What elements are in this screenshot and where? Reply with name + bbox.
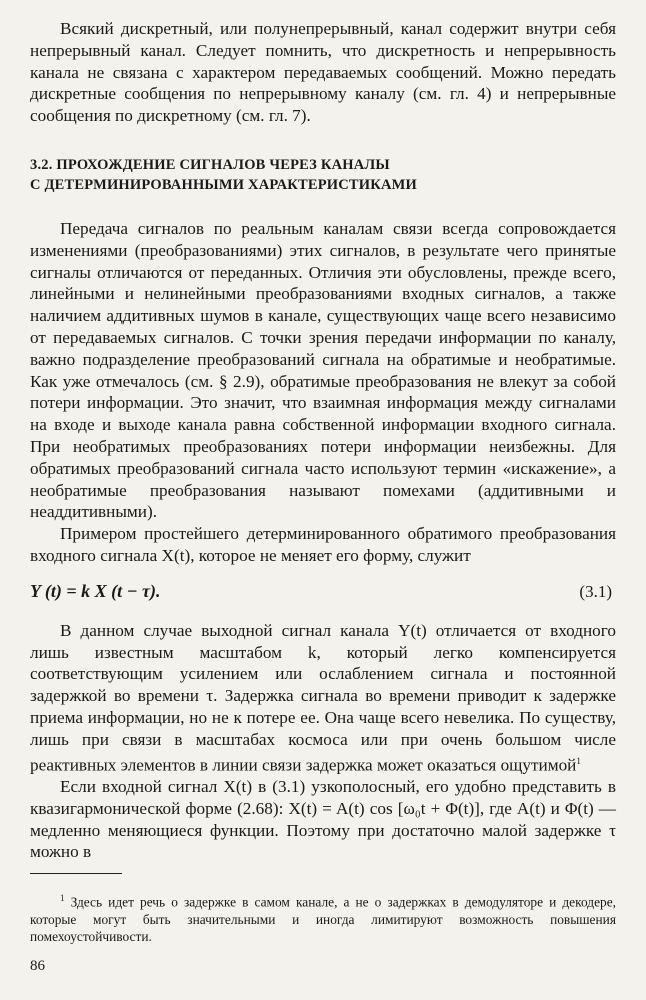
page-number: 86 <box>30 957 45 974</box>
book-page <box>30 18 616 975</box>
section-heading-line-2: С ДЕТЕРМИНИРОВАННЫМИ ХАРАКТЕРИСТИКАМИ <box>30 176 418 193</box>
paragraph-signal-transmission: Передача сигналов по реальным каналам связи всегда сопровождается изменениями (преобразованиями) этих сигналов, в результате чего принятые сигналы отличаются от переданных. Отличия эти обусловлены, прежде всего, линейными и нелинейными преобразованиями входных сигналов, а также наличием аддитивных шумов в канале, существующих чаще всего независимо от передаваемых сигналов. С точки зрения передачи информации по каналу, важно подразделение преобразований сигнала на обратимые и необратимые. Как уже отмечалось (см. § 2.9), обратимые преобразования не влекут за собой потери информации. Это значит, что взаимная информация между сигналами на входе и выходе канала равна собственной информации входного сигнала. При необратимых преобразованиях потери информации неизбежны. Для обратимых преобразований сигнала часто используют термин «искажение», а необратимые преобразования называют помехами (аддитивными и неаддитивными). <box>30 218 616 522</box>
paragraph-output-signal-text: В данном случае выходной сигнал канала Y(t) отличается от входного лишь известным масштабом k, который легко компенсируется соответствующим усилением или ослаблением сигнала и постоянной задержкой во времени τ. Задержка сигнала во времени приводит к задержке приема информации, но не к потере ее. Она чаще всего невелика. По существу, лишь при связи в масштабах космоса или при очень большом числе реактивных элементов в линии связи задержка может оказаться ощутимой <box>30 620 616 775</box>
footnote-reference: 1 <box>576 755 581 766</box>
section-heading-line-1: 3.2. ПРОХОЖДЕНИЕ СИГНАЛОВ ЧЕРЕЗ КАНАЛЫ <box>30 156 390 173</box>
equation-expression: Y (t) = k X (t − τ). <box>30 581 161 602</box>
section-heading <box>30 155 616 195</box>
paragraph-example: Примером простейшего детерминированного обратимого преобразования входного сигнала X(t), которое не меняет его форму, служит <box>30 524 616 565</box>
paragraph-output-signal <box>30 620 616 776</box>
paragraph-narrowband: Если входной сигнал X(t) в (3.1) узкополосный, его удобно представить в квазигармонической форме (2.68): X(t) = A(t) cos [ω₀t + Φ(t)], где A(t) и Φ(t) — медленно меняющиеся функции. Поэтому при достаточно малой задержке τ можно в <box>30 777 616 862</box>
equation-number: (3.1) <box>579 581 612 601</box>
intro-paragraph: Всякий дискретный, или полунепрерывный, канал содержит внутри себя непрерывный канал. Следует помнить, что дискретность и непрерывность канала не связана с характером передаваемых сообщений. Можно передать дискретные сообщения по непрерывному каналу (см. гл. 4) и непрерывные сообщения по дискретному (см. гл. 7). <box>30 19 616 126</box>
equation-3-1 <box>30 578 616 606</box>
footnote-mark: 1 <box>60 893 65 904</box>
footnote-divider <box>30 873 122 874</box>
footnote-text: Здесь идет речь о задержке в самом канале, а не о задержках в демодуляторе и декодере, которые могут быть значительными и иногда лимитируют возможность повышения помехоустойчивости. <box>30 894 616 944</box>
footnote <box>30 890 616 944</box>
